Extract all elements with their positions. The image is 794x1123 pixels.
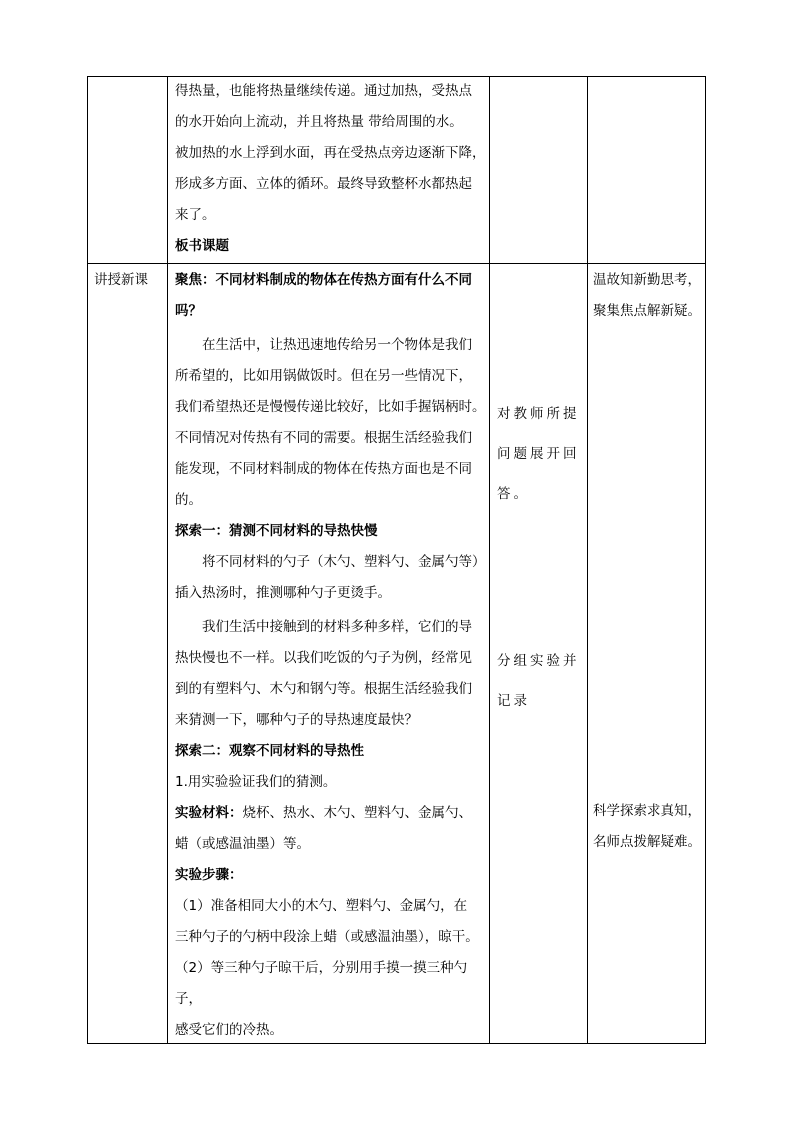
row1-line: 形成多方面、立体的循环。最终导致整杯水都热起: [175, 176, 472, 192]
explore2-step: 1.用实验验证我们的猜测。: [175, 774, 337, 790]
explore1-line: 将不同材料的勺子（木勺、塑料勺、金属勺等）: [202, 554, 486, 570]
step-line: 三种勺子的勺柄中段涂上蜡（或感温油墨），晾干。: [175, 929, 479, 945]
intro-line: 在生活中，让热迅速地传给另一个物体是我们: [202, 337, 472, 353]
student-line: 答。: [497, 486, 530, 502]
explore1-title: 探索一：猜测不同材料的导热快慢: [175, 523, 378, 539]
intro-line: 我们希望热还是慢慢传递比较好，比如手握锅柄时。: [175, 399, 486, 415]
explore1-line: 来猜测一下，哪种勺子的导热速度最快？: [175, 712, 418, 728]
row1-line: 被加热的水上浮到水面，再在受热点旁边逐渐下降，: [175, 145, 486, 161]
row1-line: 得热量，也能将热量继续传递。通过加热，受热点: [175, 83, 472, 99]
table-border-right: [705, 76, 706, 1044]
focus-title: 聚焦：不同材料制成的物体在传热方面有什么不同: [175, 272, 472, 288]
student-line: 记录: [497, 693, 530, 709]
explore2-title: 探索二：观察不同材料的导热性: [175, 743, 364, 759]
materials-line: [175, 798, 485, 829]
lesson-plan-table: [87, 76, 706, 1044]
student-line: 分组实验并: [497, 653, 580, 669]
materials-label: 实验材料：: [175, 805, 243, 821]
intro-line: 的。: [175, 492, 202, 508]
steps-label: 实验步骤：: [175, 867, 243, 883]
intent-line: 科学探索求真知，: [593, 803, 701, 819]
table-border-left: [87, 76, 88, 1044]
row2-content-cell: [175, 265, 485, 1046]
explore1-line: 热快慢也不一样。以我们吃饭的勺子为例，经常见: [175, 650, 472, 666]
intent-line: 聚集焦点解新疑。: [593, 303, 701, 319]
student-line: 问题展开回: [497, 446, 580, 462]
row1-line: 来了。: [175, 207, 216, 223]
design-intent-1: [593, 265, 703, 327]
intro-line: 不同情况对传热有不同的需要。根据生活经验我们: [175, 430, 472, 446]
design-intent-2: [593, 796, 703, 858]
explore1-line: 我们生活中接触到的材料多种多样，它们的导: [202, 619, 472, 635]
intent-line: 名师点拨解疑难。: [593, 834, 701, 850]
student-activity-1: [497, 394, 585, 514]
row1-line: 的水开始向上流动，并且将热量 带给周围的水。: [175, 114, 463, 130]
row-divider: [87, 263, 706, 264]
step-line: （2）等三种勺子晾干后，分别用手摸一摸三种勺: [175, 960, 468, 976]
intent-line: 温故知新勤思考，: [593, 272, 701, 288]
intro-line: 能发现，不同材料制成的物体在传热方面也是不同: [175, 461, 472, 477]
stage-label: 讲授新课: [94, 272, 148, 288]
intro-line: 所希望的，比如用锅做饭时。但在另一些情况下，: [175, 368, 472, 384]
column-divider-2: [489, 76, 490, 1044]
explore1-line: 到的有塑料勺、木勺和钢勺等。根据生活经验我们: [175, 681, 472, 697]
step-line: 感受它们的冷热。: [175, 1022, 283, 1038]
student-line: 对教师所提: [497, 406, 580, 422]
explore1-line: 插入热汤时，推测哪种勺子更烫手。: [175, 585, 391, 601]
materials-text: 烧杯、热水、木勺、塑料勺、金属勺、: [242, 805, 472, 821]
step-line: 子，: [175, 991, 202, 1007]
stage-cell: [94, 265, 164, 296]
board-title-label: 板书课题: [175, 238, 229, 254]
materials-line-2: 蜡（或感温油墨）等。: [175, 836, 310, 852]
student-activity-2: [497, 641, 585, 721]
focus-title: 吗？: [175, 303, 202, 319]
column-divider-3: [587, 76, 588, 1044]
step-line: （1）准备相同大小的木勺、塑料勺、金属勺，在: [175, 898, 468, 914]
column-divider-1: [167, 76, 168, 1044]
row1-content-cell: [175, 76, 485, 262]
